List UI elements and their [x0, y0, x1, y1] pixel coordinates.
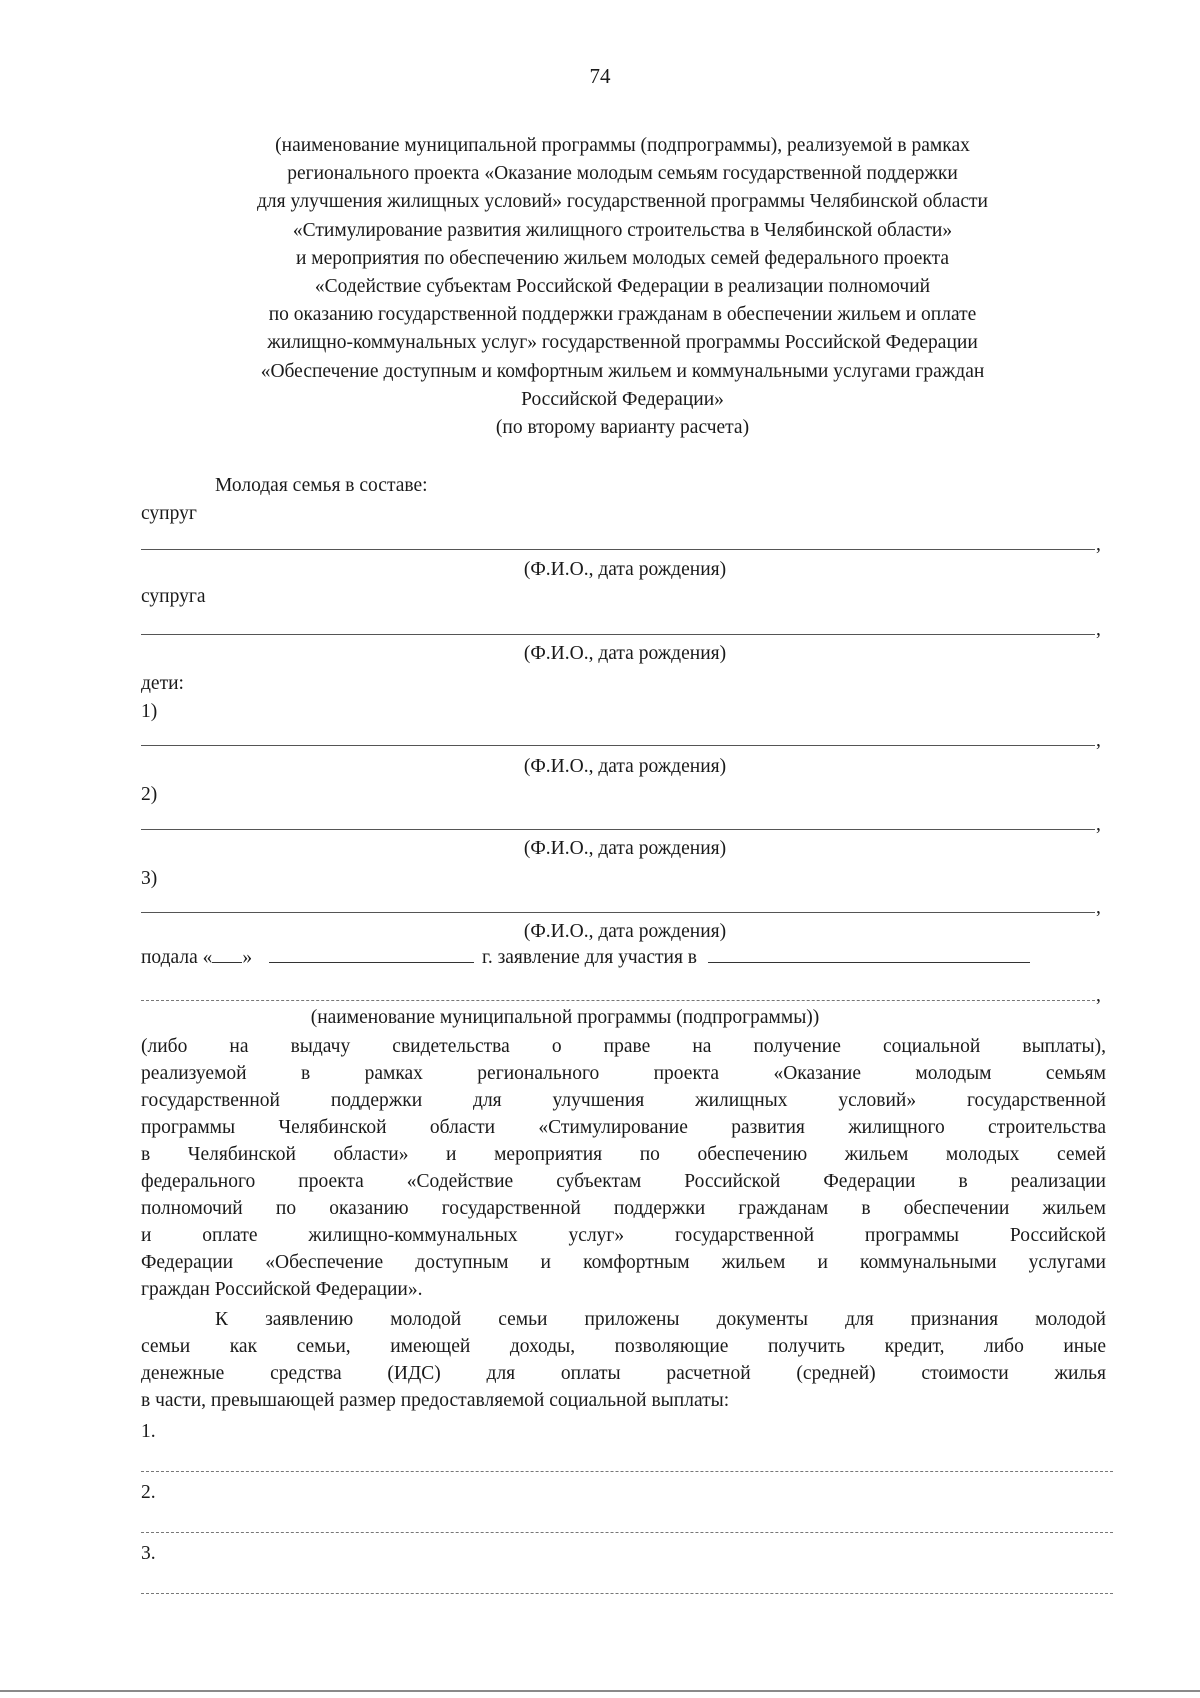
document-2-label: 2. — [141, 1482, 156, 1503]
header-line: «Обеспечение доступным и комфортным жильем и коммунальными услугами граждан — [260, 360, 985, 382]
paragraph-line: семьи как семьи, имеющей доходы, позволяющие получить кредит, либо иные — [141, 1336, 1106, 1357]
header-line: регионального проекта «Оказание молодым семьям государственной поддержки — [287, 163, 958, 185]
child-1-label: 1) — [141, 701, 158, 722]
header-line: (по второму варианту расчета) — [495, 417, 750, 439]
children-label: дети: — [141, 673, 184, 694]
wife-fill-line[interactable] — [141, 634, 1095, 635]
paragraph-line: К заявлению молодой семьи приложены документы для признания молодой — [215, 1309, 1106, 1330]
family-intro: Молодая семья в составе: — [215, 475, 428, 496]
paragraph-1 — [141, 1033, 1106, 1303]
scan-edge-line — [0, 1690, 1200, 1692]
header-line: «Стимулирование развития жилищного строительства в Челябинской области» — [292, 219, 953, 241]
fio-caption: (Ф.И.О., дата рождения) — [523, 756, 727, 777]
fio-caption: (Ф.И.О., дата рождения) — [523, 559, 727, 580]
comma: , — [1096, 814, 1101, 835]
comma: , — [1096, 619, 1101, 640]
paragraph-line: в Челябинской области» и мероприятия по обеспечению жильем молодых семей — [141, 1144, 1106, 1165]
paragraph-line: и оплате жилищно-коммунальных услуг» государственной программы Российской — [141, 1225, 1106, 1246]
paragraph-line: полномочий по оказанию государственной поддержки гражданам в обеспечении жильем — [141, 1198, 1106, 1219]
submitted-label: подала « — [141, 947, 213, 968]
husband-fill-line[interactable] — [141, 549, 1095, 550]
document-3-label: 3. — [141, 1543, 156, 1564]
paragraph-line: Федерации «Обеспечение доступным и комфортным жильем и коммунальными услугами — [141, 1252, 1106, 1273]
paragraph-line: в части, превышающей размер предоставляемой социальной выплаты: — [141, 1390, 730, 1411]
paragraph-line: граждан Российской Федерации». — [141, 1279, 423, 1300]
document-2-fill-line[interactable] — [141, 1532, 1113, 1533]
paragraph-line: программы Челябинской области «Стимулирование развития жилищного строительства — [141, 1117, 1106, 1138]
paragraph-line: федерального проекта «Содействие субъектам Российской Федерации в реализации — [141, 1171, 1106, 1192]
comma: , — [1096, 985, 1101, 1006]
paragraph-line: денежные средства (ИДС) для оплаты расчетной (средней) стоимости жилья — [141, 1363, 1106, 1384]
child-1-fill-line[interactable] — [141, 745, 1095, 746]
header-line: для улучшения жилищных условий» государственной программы Челябинской области — [257, 191, 988, 213]
wife-label: супруга — [141, 586, 206, 607]
page-number: 74 — [589, 64, 611, 88]
submission-row — [141, 944, 1106, 972]
fio-caption: (Ф.И.О., дата рождения) — [523, 921, 727, 942]
document-1-label: 1. — [141, 1421, 156, 1442]
document-1-fill-line[interactable] — [141, 1471, 1113, 1472]
header-line: по оказанию государственной поддержки гражданам в обеспечении жильем и оплате — [268, 304, 977, 326]
header-line: жилищно-коммунальных услуг» государственной программы Российской Федерации — [267, 332, 978, 354]
program-title-block — [130, 132, 1115, 442]
paragraph-line: (либо на выдачу свидетельства о праве на получение социальной выплаты), — [141, 1036, 1106, 1057]
fio-caption: (Ф.И.О., дата рождения) — [523, 643, 727, 664]
paragraph-line: реализуемой в рамках регионального проекта «Оказание молодым семьям — [141, 1063, 1106, 1084]
comma: , — [1096, 534, 1101, 555]
program-fill-line[interactable] — [141, 1000, 1095, 1001]
child-2-fill-line[interactable] — [141, 829, 1095, 830]
comma: , — [1096, 897, 1101, 918]
quote-close: » — [242, 947, 253, 968]
header-line: Российской Федерации» — [521, 388, 724, 410]
fio-caption: (Ф.И.О., дата рождения) — [523, 838, 727, 859]
document-3-fill-line[interactable] — [141, 1593, 1113, 1594]
child-2-label: 2) — [141, 784, 158, 805]
header-line: «Содействие субъектам Российской Федерации в реализации полномочий — [314, 276, 931, 298]
day-blank[interactable] — [212, 944, 242, 963]
month-blank[interactable] — [269, 944, 474, 963]
comma: , — [1096, 730, 1101, 751]
child-3-label: 3) — [141, 868, 158, 889]
paragraph-2 — [141, 1306, 1106, 1414]
child-3-fill-line[interactable] — [141, 912, 1095, 913]
paragraph-line: государственной поддержки для улучшения жилищных условий» государственной — [141, 1090, 1106, 1111]
program-blank[interactable] — [708, 944, 1030, 963]
husband-label: супруг — [141, 503, 197, 524]
header-line: и мероприятия по обеспечению жильем молодых семей федерального проекта — [295, 247, 950, 269]
program-caption: (наименование муниципальной программы (подпрограммы)) — [310, 1007, 820, 1028]
header-line: (наименование муниципальной программы (подпрограммы), реализуемой в рамках — [275, 135, 970, 156]
year-text: г. заявление для участия в — [482, 947, 698, 968]
